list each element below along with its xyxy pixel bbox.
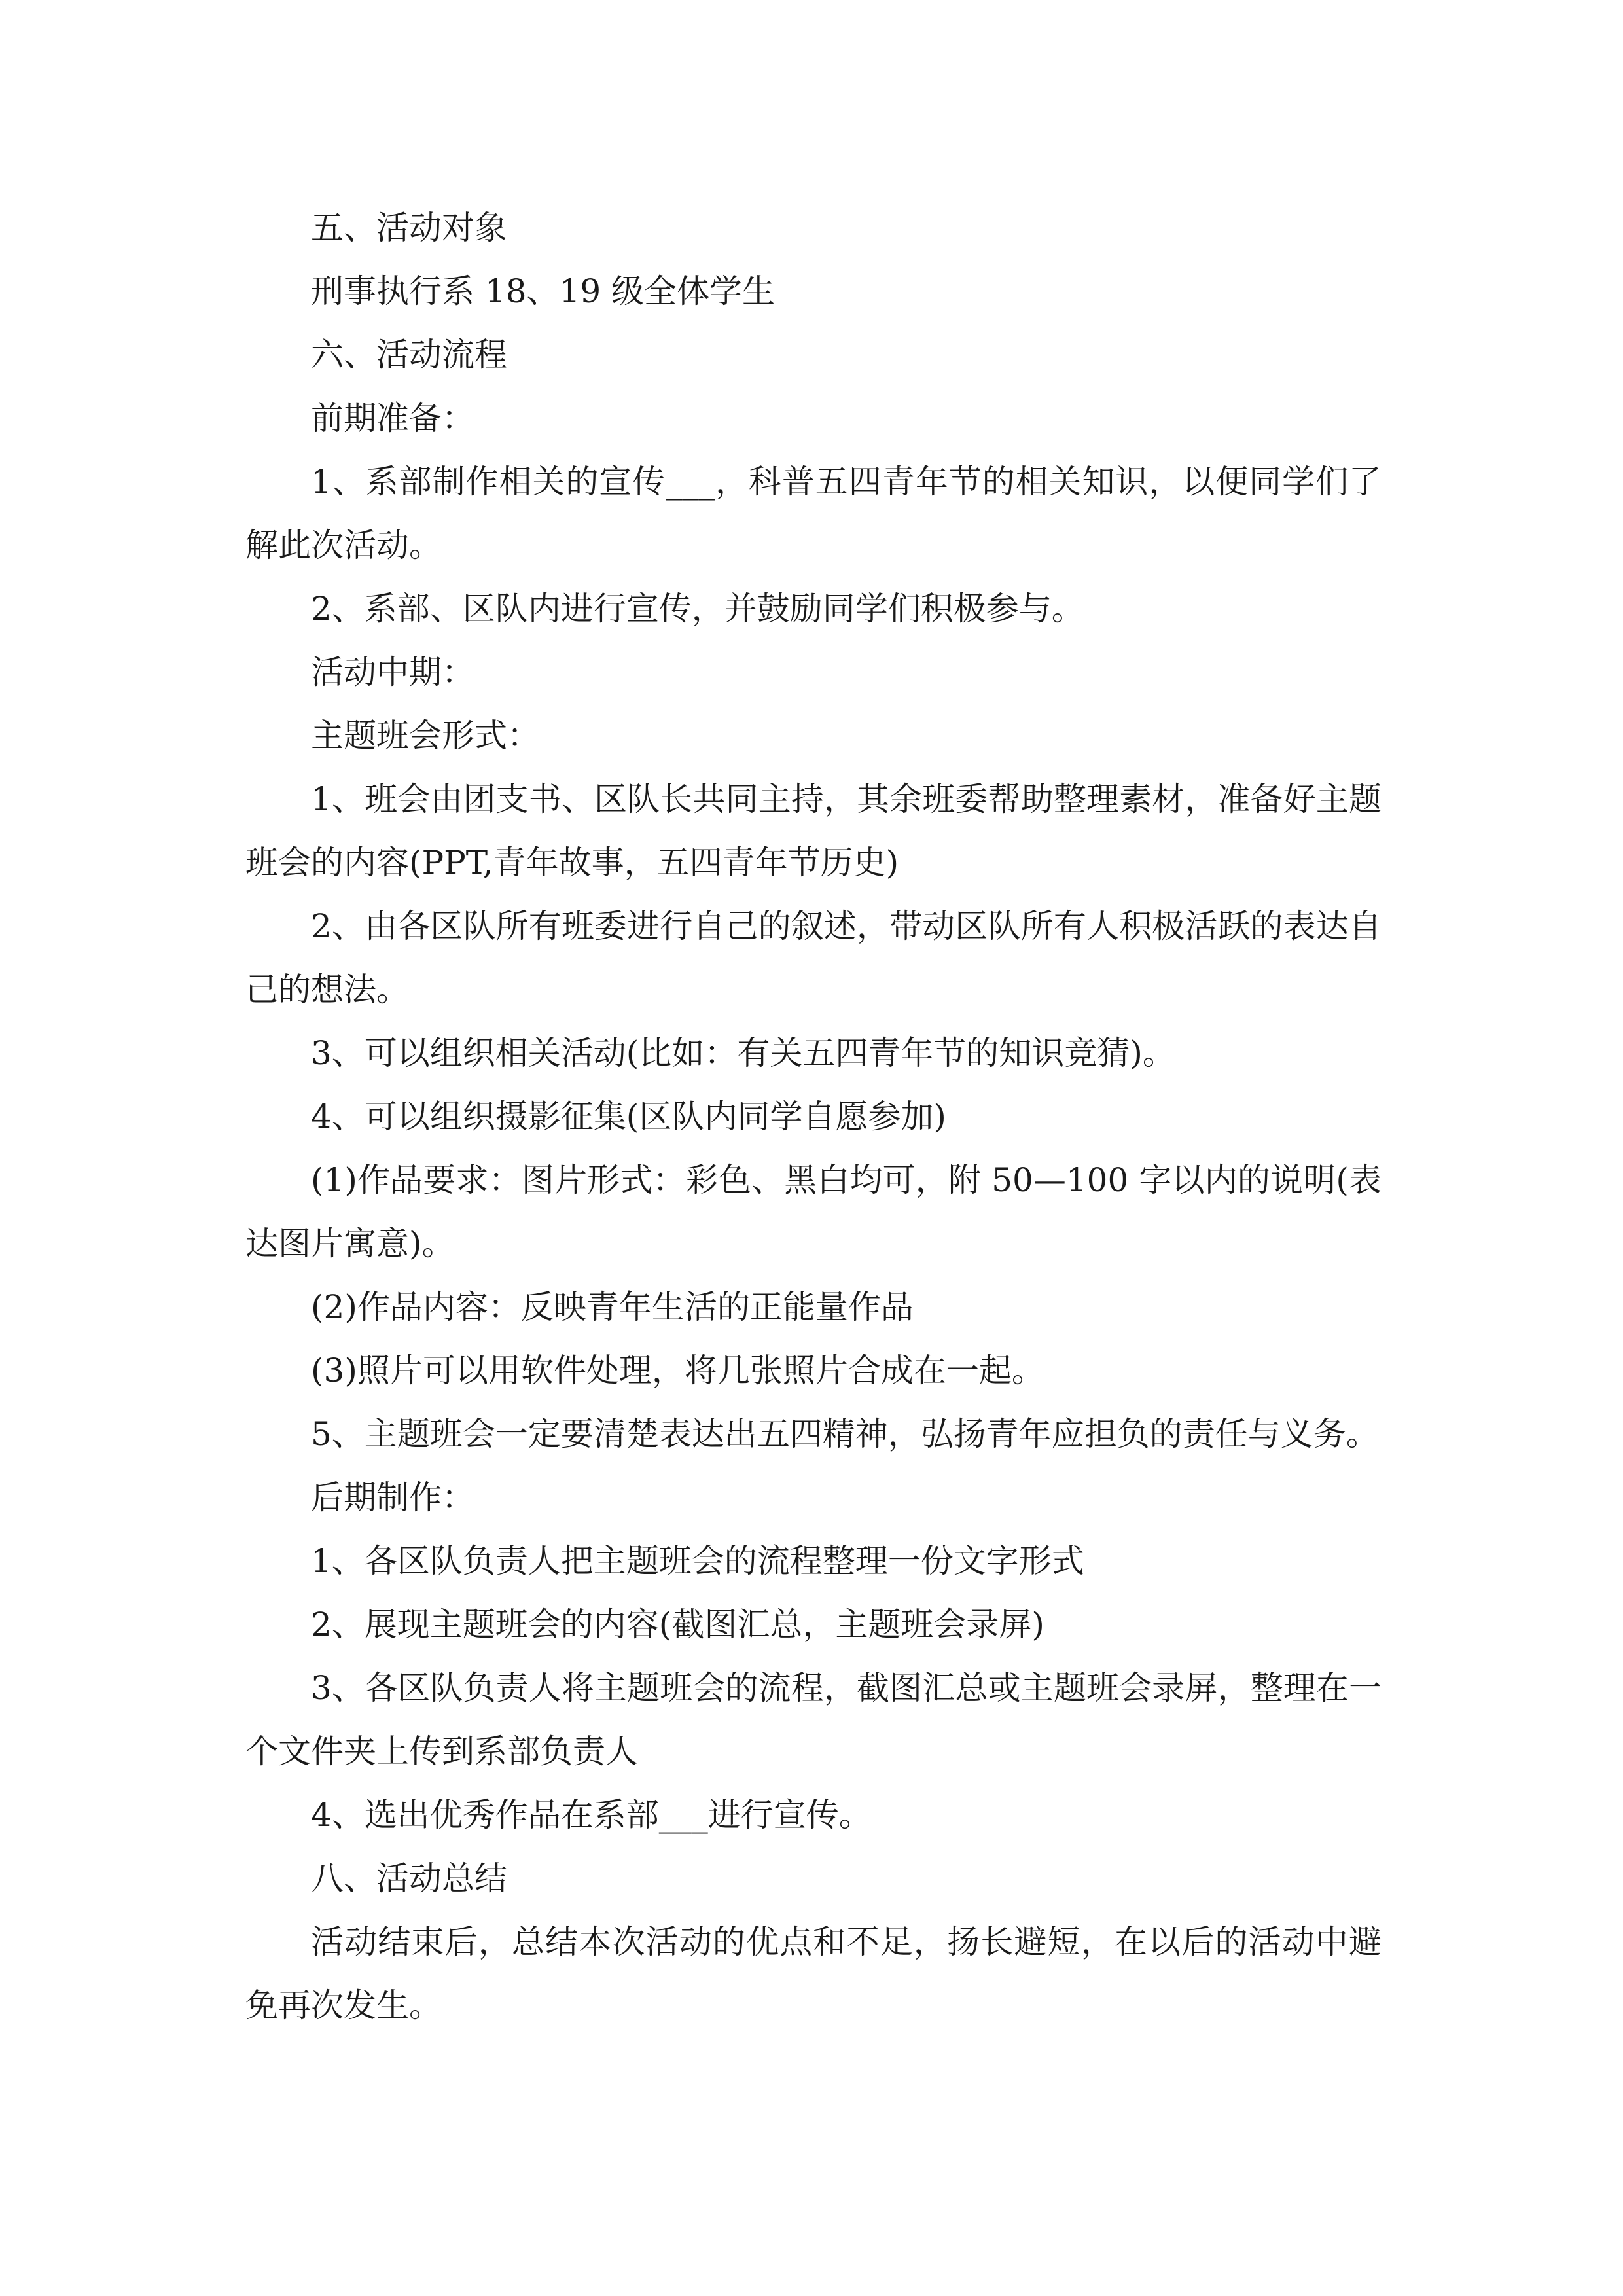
subheading-class-meeting-format: 主题班会形式： [311, 717, 540, 755]
list-item: 3、可以组织相关活动(比如：有关五四青年节的知识竞猜)。 [311, 1034, 1175, 1072]
sub-list-item: (1)作品要求：图片形式：彩色、黑白均可，附 50—100 字以内的说明(表达图片寓意)。 [245, 1161, 1382, 1263]
subheading-preparation: 前期准备： [311, 399, 474, 437]
subheading-midterm: 活动中期： [311, 653, 474, 691]
subheading-post-production: 后期制作： [311, 1479, 474, 1516]
list-item: 2、系部、区队内进行宣传，并鼓励同学们积极参与。 [311, 590, 1084, 628]
list-item: 2、由各区队所有班委进行自己的叙述，带动区队所有人积极活跃的表达自己的想法。 [245, 907, 1382, 1009]
list-item: 2、展现主题班会的内容(截图汇总，主题班会录屏) [311, 1605, 1044, 1643]
list-item: 4、选出优秀作品在系部___进行宣传。 [311, 1796, 872, 1834]
document-body [245, 196, 1382, 2037]
list-item: 1、班会由团支书、区队长共同主持，其余班委帮助整理素材，准备好主题班会的内容(PPT,青年故事，五四青年节历史) [245, 780, 1382, 882]
paragraph: 活动结束后，总结本次活动的优点和不足，扬长避短，在以后的活动中避免再次发生。 [245, 1923, 1382, 2024]
list-item: 3、各区队负责人将主题班会的流程，截图汇总或主题班会录屏，整理在一个文件夹上传到系部负责人 [245, 1669, 1382, 1770]
list-item: 1、系部制作相关的宣传___，科普五四青年节的相关知识，以便同学们了解此次活动。 [245, 463, 1382, 564]
section-heading-activity-summary: 八、活动总结 [311, 1859, 507, 1897]
list-item: 4、可以组织摄影征集(区队内同学自愿参加) [311, 1098, 946, 1136]
sub-list-item: (3)照片可以用软件处理，将几张照片合成在一起。 [311, 1352, 1044, 1390]
section-heading-activity-process: 六、活动流程 [311, 336, 507, 374]
list-item: 5、主题班会一定要清楚表达出五四精神，弘扬青年应担负的责任与义务。 [311, 1415, 1379, 1453]
sub-list-item: (2)作品内容：反映青年生活的正能量作品 [311, 1288, 914, 1326]
section-heading-activity-target: 五、活动对象 [311, 209, 507, 247]
list-item: 1、各区队负责人把主题班会的流程整理一份文字形式 [311, 1542, 1084, 1580]
paragraph: 刑事执行系 18、19 级全体学生 [311, 272, 776, 310]
